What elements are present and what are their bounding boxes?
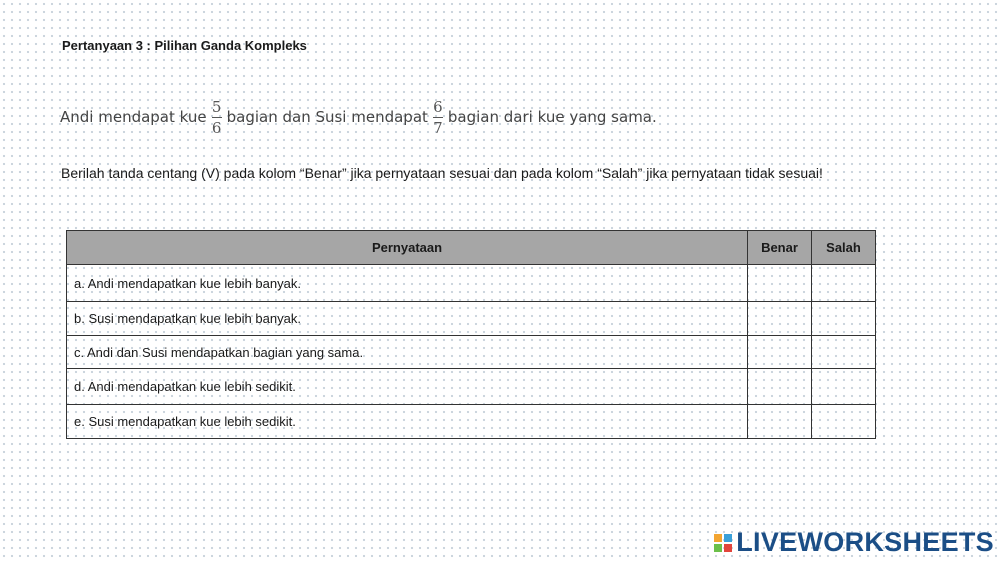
fraction-andi <box>212 98 222 137</box>
liveworksheets-logo <box>714 527 994 558</box>
instruction-text: Berilah tanda centang (V) pada kolom “Benar” jika pernyataan sesuai dan pada kolom “Salah” jika pernyataan tidak sesuai! <box>61 165 823 181</box>
salah-checkbox-cell[interactable] <box>812 405 876 439</box>
header-statement: Pernyataan <box>67 231 748 265</box>
salah-checkbox-cell[interactable] <box>812 336 876 369</box>
salah-checkbox-cell[interactable] <box>812 369 876 405</box>
problem-text-part1: Andi mendapat kue <box>60 108 207 126</box>
statements-table <box>66 230 876 439</box>
table-row <box>67 265 876 302</box>
fraction-susi-denominator: 7 <box>433 118 443 137</box>
fraction-susi-numerator: 6 <box>433 97 443 116</box>
statement-cell: a. Andi mendapatkan kue lebih banyak. <box>67 265 748 302</box>
table-row <box>67 336 876 369</box>
statement-cell: e. Susi mendapatkan kue lebih sedikit. <box>67 405 748 439</box>
logo-square-e <box>724 544 732 552</box>
fraction-susi <box>433 98 443 137</box>
problem-statement <box>60 92 657 142</box>
benar-checkbox-cell[interactable] <box>748 265 812 302</box>
problem-text-part3: bagian dari kue yang sama. <box>447 108 657 126</box>
benar-checkbox-cell[interactable] <box>748 336 812 369</box>
table-row <box>67 405 876 439</box>
fraction-andi-denominator: 6 <box>211 118 222 137</box>
benar-checkbox-cell[interactable] <box>748 302 812 336</box>
fraction-andi-numerator: 5 <box>211 97 222 116</box>
header-salah: Salah <box>812 231 876 265</box>
logo-square-i <box>724 534 732 542</box>
benar-checkbox-cell[interactable] <box>748 369 812 405</box>
logo-text: LIVEWORKSHEETS <box>736 527 994 557</box>
logo-square-l <box>714 534 722 542</box>
statement-cell: c. Andi dan Susi mendapatkan bagian yang sama. <box>67 336 748 369</box>
header-benar: Benar <box>748 231 812 265</box>
liveworksheets-logo-icon <box>714 534 732 552</box>
table-row <box>67 302 876 336</box>
statement-cell: d. Andi mendapatkan kue lebih sedikit. <box>67 369 748 405</box>
table-header-row <box>67 231 876 265</box>
salah-checkbox-cell[interactable] <box>812 265 876 302</box>
statement-cell: b. Susi mendapatkan kue lebih banyak. <box>67 302 748 336</box>
question-title: Pertanyaan 3 : Pilihan Ganda Kompleks <box>62 38 307 53</box>
table-row <box>67 369 876 405</box>
logo-square-v <box>714 544 722 552</box>
benar-checkbox-cell[interactable] <box>748 405 812 439</box>
problem-text-part2: bagian dan Susi mendapat <box>226 108 428 126</box>
salah-checkbox-cell[interactable] <box>812 302 876 336</box>
